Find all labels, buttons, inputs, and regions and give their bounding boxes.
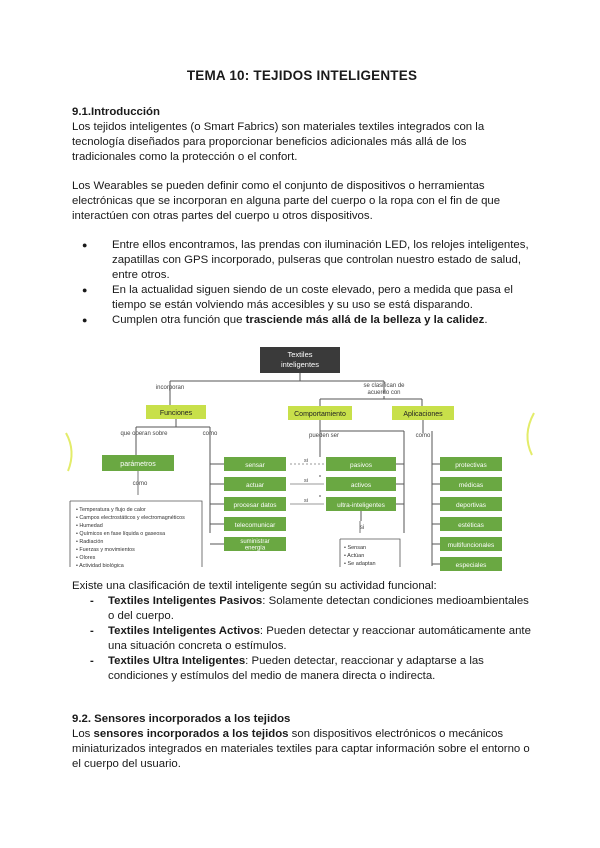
classification-item <box>90 594 532 624</box>
section-2-paragraph <box>72 727 532 772</box>
si-arrows <box>290 458 324 504</box>
classification-term: Textiles Inteligentes Activos <box>108 625 260 637</box>
bullet-item: ● Entre ellos encontramos, las prendas con iluminación LED, los relojes inteligentes, zapatillas con GPS incorporado, pulseras que controlan nuestro estado de salud, entre otros. <box>82 238 532 283</box>
decorative-arc-right <box>527 413 534 455</box>
page-title: TEMA 10: TEJIDOS INTELIGENTES <box>186 68 418 83</box>
parametro-item: • Temperatura y flujo de calor <box>76 507 146 513</box>
label-como-1: como <box>202 431 218 437</box>
classification-intro: Existe una clasificación de textil inteligente según su actividad funcional: <box>72 580 437 592</box>
bullet-text-end: . <box>484 314 488 326</box>
section-2-text: Los <box>72 728 94 740</box>
func-label: telecomunicar <box>234 522 276 529</box>
comp-list-item: • Actúan <box>344 553 365 559</box>
app-label: estéticas <box>458 522 484 529</box>
classification-item <box>90 654 532 684</box>
classification-term: Textiles Inteligentes Pasivos <box>108 595 263 607</box>
aplicaciones-label: Aplicaciones <box>403 411 443 418</box>
section-1-heading: 9.1.Introducción <box>72 106 160 118</box>
func-label: sensar <box>245 462 265 469</box>
parametro-item: • Olores <box>76 555 96 561</box>
func-label: procesar datos <box>233 502 277 509</box>
section-2-text-end: son dispositivos electrónicos o mecánicos miniaturizados integrados en materiales textiles para captar información sobre el entorno o el cuerpo del usuario. <box>72 728 530 770</box>
aplicaciones-column <box>432 457 502 571</box>
comp-label: ultra-inteligentes <box>337 502 385 509</box>
bullet-item: ● En la actualidad siguen siendo de un coste elevado, pero a medida que pasa el tiempo se están volviendo más accesibles y su uso se está disparando. <box>82 283 532 313</box>
parametro-item: • Actividad biológica <box>76 563 124 569</box>
intro-paragraph-2: Los Wearables se pueden definir como el conjunto de dispositivos o herramientas electrónicas que se incorporan en alguna parte del cuerpo o la ropa con el fin de que interactúen con otras partes del cuerpo u otros dispositivos. <box>72 180 501 222</box>
class-connectors <box>320 396 422 406</box>
comp-label: activos <box>350 482 372 489</box>
intro-paragraph-1: Los tejidos inteligentes (o Smart Fabrics) son materiales textiles integrados con la tecnología diseñados para proporcionar beneficios adicionales más allá de los tradicionales como la protección o el confort. <box>72 121 485 163</box>
section-2-bold: sensores incorporados a los tejidos <box>93 728 289 740</box>
root-label-line2: inteligentes <box>281 360 319 369</box>
label-pueden-ser: pueden ser <box>308 433 340 439</box>
label-como-3: como <box>132 481 148 487</box>
parametro-item: • Químicos en fase líquida o gaseosa <box>76 531 166 537</box>
classification-list <box>72 594 532 684</box>
si-label: si <box>304 498 308 504</box>
classification-term: Textiles Ultra Inteligentes <box>108 655 246 667</box>
func-label: suministrar <box>240 539 270 545</box>
label-si-ultra: si <box>359 525 365 531</box>
bullet-bold-text: trasciende más allá de la belleza y la calidez <box>245 314 485 326</box>
comp-list-item: • Se adaptan <box>344 561 376 567</box>
label-clasifican-1: se clasifican de <box>363 383 405 389</box>
parametro-item: • Radiación <box>76 539 104 545</box>
app-label: especiales <box>455 562 487 569</box>
section-2-heading: 9.2. Sensores incorporados a los tejidos <box>72 713 291 725</box>
root-connectors <box>170 373 384 405</box>
classification-item <box>90 624 532 654</box>
app-label: multifuncionales <box>447 542 495 549</box>
label-como-2: como <box>415 433 431 439</box>
comportamiento-column <box>320 455 404 521</box>
bullet-list <box>72 238 532 328</box>
classification-desc: : Solamente detectan condiciones medioambientales o del cuerpo. <box>108 595 529 622</box>
funciones-column <box>210 457 286 552</box>
bullet-text: Cumplen otra función que <box>112 314 246 326</box>
classification-section <box>72 579 532 684</box>
funciones-label: Funciones <box>159 410 193 417</box>
section-2 <box>72 712 532 772</box>
func-label: energía <box>244 545 266 552</box>
parametro-item: • Campos electrostáticos y electromagnéticos <box>76 515 185 521</box>
parametro-item: • Humedad <box>76 523 103 529</box>
si-label: si <box>304 478 308 484</box>
app-label: protectivas <box>455 462 487 469</box>
comportamiento-list <box>344 545 376 567</box>
root-label-line1: Textiles <box>287 350 313 359</box>
comp-list-item: • Sensan <box>344 545 367 551</box>
concept-map-diagram <box>62 343 538 573</box>
aplicaciones-connectors <box>423 420 432 566</box>
parametros-label: parámetros <box>120 461 156 468</box>
decorative-arc-left <box>66 433 72 471</box>
parametros-list <box>76 507 185 569</box>
label-clasifican-2: acuerdo con <box>367 390 401 396</box>
func-label: actuar <box>245 482 265 489</box>
comportamiento-label: Comportamiento <box>294 411 346 418</box>
classification-desc: : Pueden detectar y reaccionar automáticamente ante una situación concreta o estímulos. <box>108 625 531 652</box>
comp-label: pasivos <box>349 462 373 469</box>
app-label: médicas <box>458 482 484 489</box>
bullet-item <box>82 313 532 328</box>
parametro-item: • Fuerzas y movimientos <box>76 547 135 553</box>
label-que-operan: que operan sobre <box>120 431 168 437</box>
classification-desc: : Pueden detectar, reaccionar y adaptarse a las condiciones y estímulos del medio de manera directa o indirecta. <box>108 655 484 682</box>
label-incorporan: incorporan <box>155 385 185 391</box>
app-label: deportivas <box>456 502 486 509</box>
page-top <box>72 68 532 328</box>
si-label: si <box>304 458 308 464</box>
